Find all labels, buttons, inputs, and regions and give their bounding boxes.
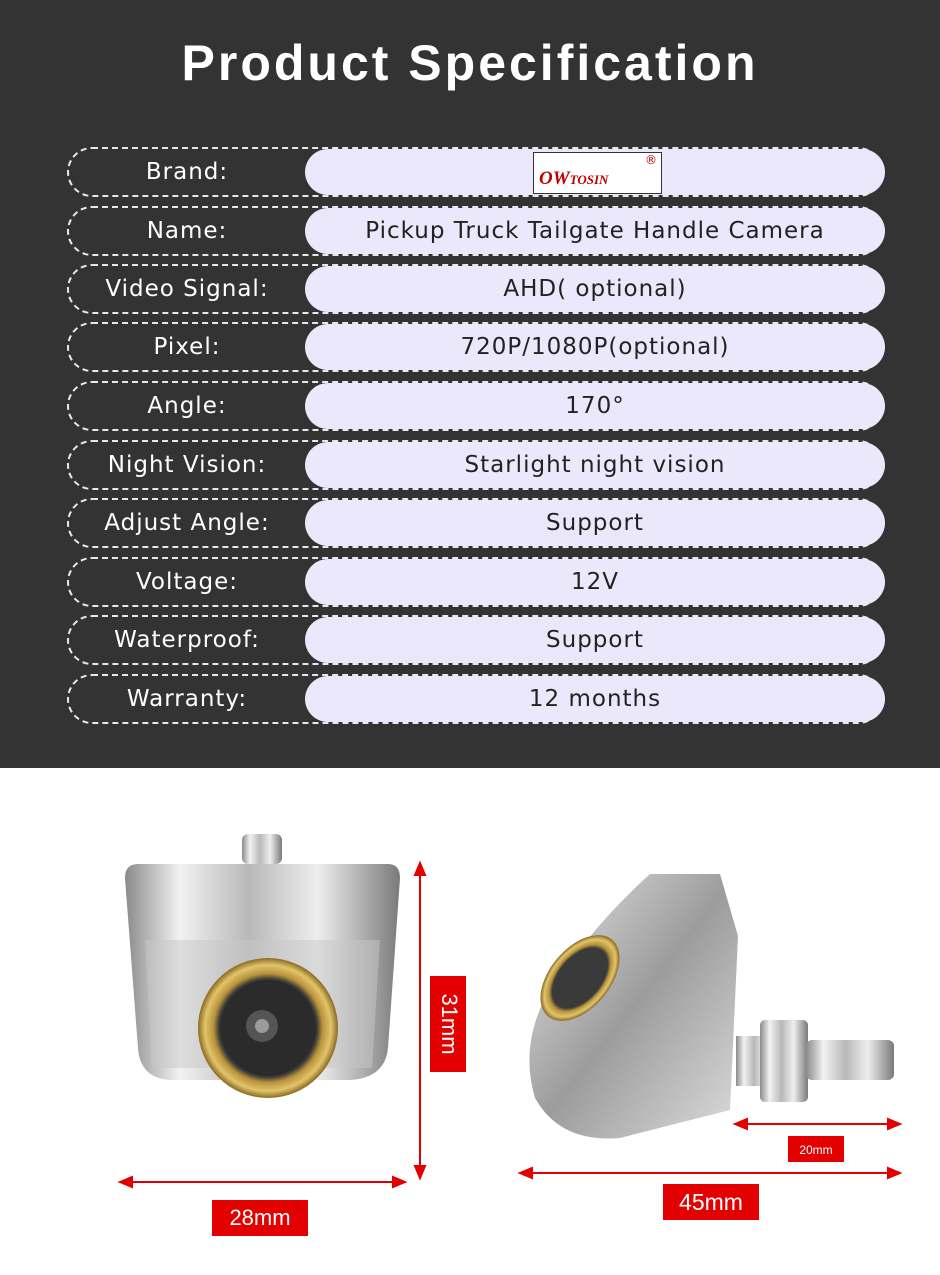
spec-label: Angle: — [147, 393, 227, 419]
spec-value: 170° — [565, 393, 625, 419]
camera-front-view — [125, 834, 400, 1098]
spec-label: Waterproof: — [114, 627, 260, 653]
spec-row — [67, 440, 887, 490]
spec-row — [67, 147, 887, 197]
spec-label: Brand: — [145, 159, 229, 185]
spec-value: 12 months — [528, 686, 662, 712]
spec-label: Adjust Angle: — [104, 510, 270, 536]
spec-label: Warranty: — [126, 686, 248, 712]
brand-logo: OWTOSIN ® — [533, 152, 662, 194]
height-label: 31mm — [437, 993, 463, 1055]
spec-row — [67, 674, 887, 724]
spec-value: AHD( optional) — [503, 276, 687, 302]
page-title: Product Specification — [181, 35, 759, 91]
spec-label: Pixel: — [153, 334, 221, 360]
camera-side-view — [525, 874, 894, 1139]
spec-value: Support — [546, 627, 644, 653]
spec-row — [67, 498, 887, 548]
brand-logo-text: OWTOSIN — [539, 168, 609, 189]
spec-row — [67, 381, 887, 431]
screw-label: 20mm — [799, 1143, 833, 1157]
spec-row — [67, 322, 887, 372]
spec-row — [67, 264, 887, 314]
product-photo — [0, 768, 940, 1275]
spec-label: Voltage: — [135, 569, 239, 595]
spec-row — [67, 615, 887, 665]
length-label: 45mm — [679, 1189, 743, 1215]
spec-value: 720P/1080P(optional) — [460, 334, 730, 360]
spec-value: Support — [546, 510, 644, 536]
spec-row — [67, 557, 887, 607]
spec-value: 12V — [570, 569, 619, 595]
spec-row — [67, 206, 887, 256]
width-label: 28mm — [229, 1205, 291, 1230]
spec-label: Video Signal: — [105, 276, 269, 302]
spec-label: Night Vision: — [107, 452, 267, 478]
spec-value: Starlight night vision — [464, 452, 726, 478]
spec-value: Pickup Truck Tailgate Handle Camera — [365, 218, 825, 244]
spec-label: Name: — [146, 218, 228, 244]
